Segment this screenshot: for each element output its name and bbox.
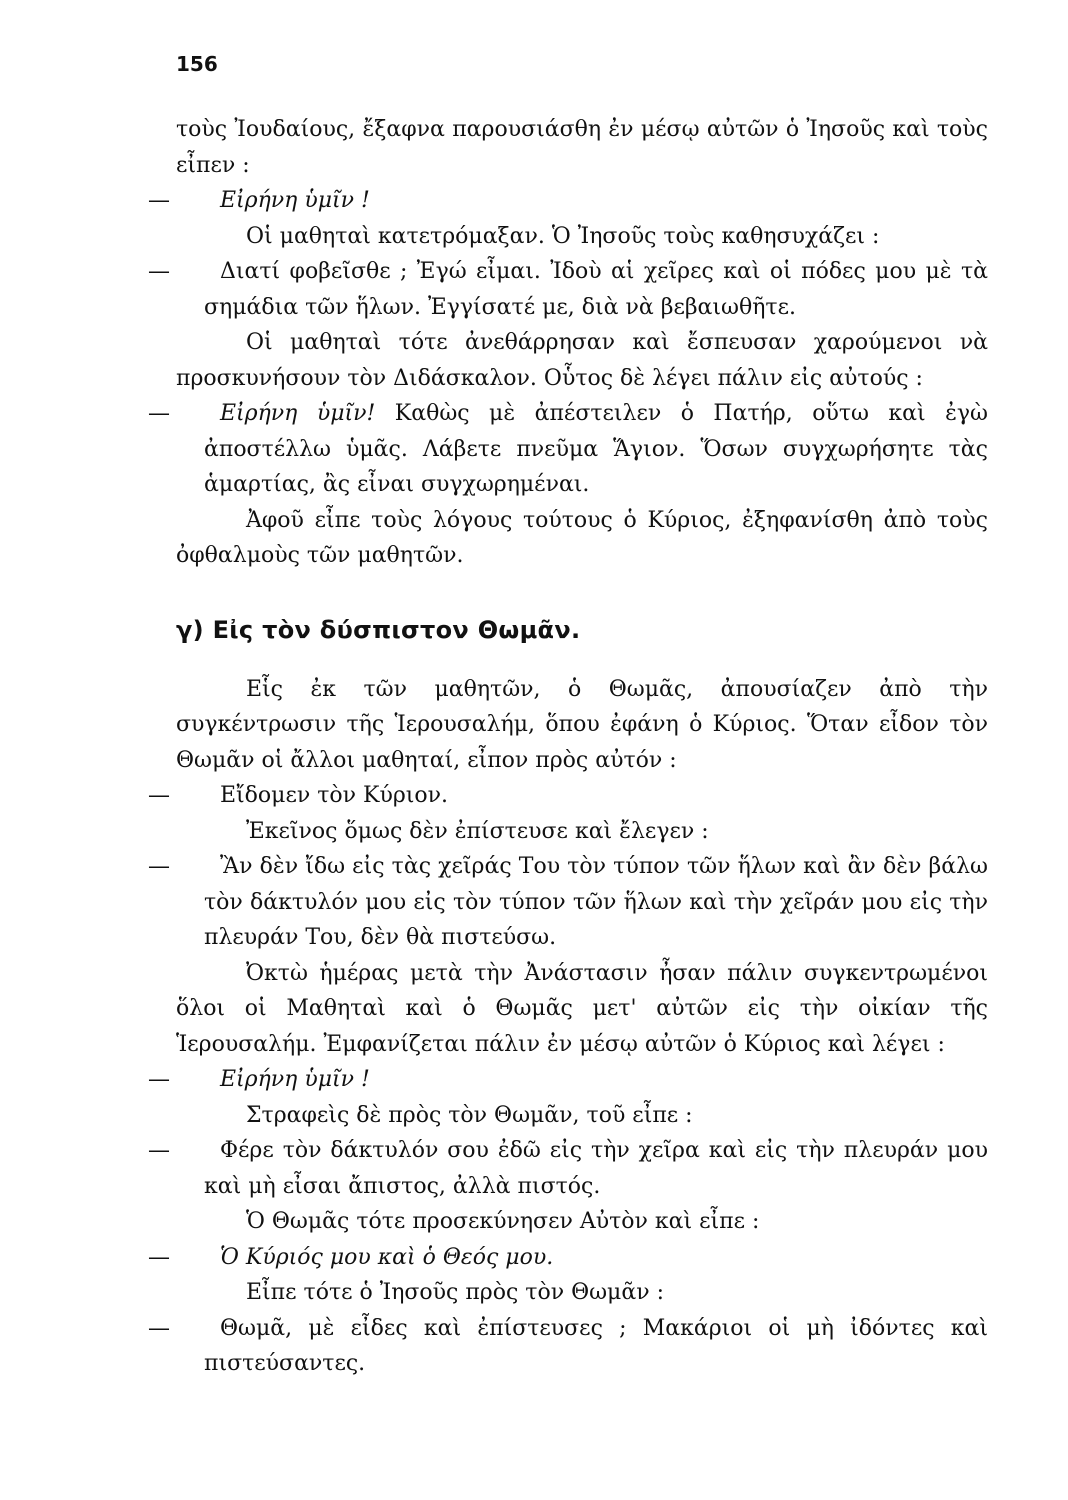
page-number: 156 — [176, 52, 218, 76]
dialogue-dash: — — [148, 188, 170, 213]
dialogue-line — [148, 183, 988, 219]
page-body — [148, 112, 988, 1382]
dialogue-text: Διατί φοβεῖσθε ; Ἐγώ εἶμαι. Ἰδοὺ αἱ χεῖρες καὶ οἱ πόδες μου μὲ τὰ σημάδια τῶν ἥλων. Ἐγγίσατέ με, διὰ νὰ βεβαιωθῆτε. — [204, 259, 988, 320]
dialogue-line — [148, 1240, 988, 1276]
dialogue-dash: — — [148, 1138, 170, 1163]
dialogue-dash: — — [148, 1315, 170, 1341]
dialogue-dash: — — [148, 1244, 170, 1270]
dialogue-quote: Ὁ Κύριός μου καὶ ὁ Θεός μου. — [220, 1244, 554, 1270]
dialogue-line — [148, 1133, 988, 1204]
paragraph: Οἱ μαθηταὶ τότε ἀνεθάρρησαν καὶ ἔσπευσαν χαρούμενοι νὰ προσκυνήσουν τὸν Διδάσκαλον. Οὗτος δὲ λέγει πάλιν εἰς αὐτούς : — [176, 330, 988, 391]
dialogue-quote: Εἰρήνη ὑμῖν ! — [220, 188, 370, 213]
paragraph: Εἶπε τότε ὁ Ἰησοῦς πρὸς τὸν Θωμᾶν : — [246, 1280, 664, 1305]
dialogue-line — [148, 254, 988, 325]
dialogue-text: Θωμᾶ, μὲ εἶδες καὶ ἐπίστευσες ; Μακάριοι οἱ μὴ ἰδόντες καὶ πιστεύσαντες. — [204, 1315, 988, 1376]
dialogue-dash: — — [148, 259, 170, 284]
paragraph: Οἱ μαθηταὶ κατετρόμαξαν. Ὁ Ἰησοῦς τοὺς καθησυχάζει : — [246, 223, 880, 249]
paragraph: Εἷς ἐκ τῶν μαθητῶν, ὁ Θωμᾶς, ἀπουσίαζεν ἀπὸ τὴν συγκέντρωσιν τῆς Ἱερουσαλήμ, ὅπου ἐφάνη ὁ Κύριος. Ὅταν εἶδον τὸν Θωμᾶν οἱ ἄλλοι μαθηταί, εἶπον πρὸς αὐτόν : — [176, 676, 988, 773]
dialogue-dash: — — [148, 854, 170, 879]
paragraph: Στραφεὶς δὲ πρὸς τὸν Θωμᾶν, τοῦ εἶπε : — [246, 1102, 693, 1128]
dialogue-line — [148, 849, 988, 956]
dialogue-quote: Εἰρήνη ὑμῖν! — [220, 401, 376, 426]
dialogue-text: Ἂν δὲν ἴδω εἰς τὰς χεῖράς Του τὸν τύπον τῶν ἥλων καὶ ἂν δὲν βάλω τὸν δάκτυλόν μου εἰς τὸν τύπον τῶν ἥλων καὶ τὴν χεῖράν μου εἰς τὴν πλευράν Του, δὲν θὰ πιστεύσω. — [204, 854, 988, 950]
dialogue-dash: — — [148, 783, 170, 808]
dialogue-line — [148, 778, 988, 814]
dialogue-text: Εἴδομεν τὸν Κύριον. — [220, 783, 449, 808]
paragraph: τοὺς Ἰουδαίους, ἔξαφνα παρουσιάσθη ἐν μέσῳ αὐτῶν ὁ Ἰησοῦς καὶ τοὺς εἶπεν : — [176, 117, 988, 178]
dialogue-line — [148, 1062, 988, 1098]
paragraph: Ἀφοῦ εἶπε τοὺς λόγους τούτους ὁ Κύριος, ἐξηφανίσθη ἀπὸ τοὺς ὀφθαλμοὺς τῶν μαθητῶν. — [176, 507, 988, 568]
dialogue-line — [148, 1311, 988, 1382]
dialogue-text: Φέρε τὸν δάκτυλόν σου ἐδῶ εἰς τὴν χεῖρα καὶ εἰς τὴν πλευράν μου καὶ μὴ εἶσαι ἄπιστος, ἀλλὰ πιστός. — [204, 1138, 988, 1199]
paragraph: Ἐκεῖνος ὅμως δὲν ἐπίστευσε καὶ ἔλεγεν : — [246, 818, 709, 844]
dialogue-text: Καθὼς μὲ ἀπέστειλεν ὁ Πατήρ, οὕτω καὶ ἐγὼ ἀποστέλλω ὑμᾶς. Λάβετε πνεῦμα Ἅγιον. Ὅσων συγχωρήσητε τὰς ἁμαρτίας, ἂς εἶναι συγχωρημέναι. — [204, 401, 988, 497]
paragraph: Ὁ Θωμᾶς τότε προσεκύνησεν Αὐτὸν καὶ εἶπε : — [246, 1209, 760, 1234]
dialogue-line — [148, 396, 988, 503]
paragraph: Ὀκτὼ ἡμέρας μετὰ τὴν Ἀνάστασιν ἦσαν πάλιν συγκεντρωμένοι ὅλοι οἱ Μαθηταὶ καὶ ὁ Θωμᾶς μετ' αὐτῶν εἰς τὴν οἰκίαν τῆς Ἱερουσαλήμ. Ἐμφανίζεται πάλιν ἐν μέσῳ αὐτῶν ὁ Κύριος καὶ λέγει : — [176, 960, 988, 1057]
dialogue-dash: — — [148, 1067, 170, 1092]
dialogue-quote: Εἰρήνη ὑμῖν ! — [220, 1067, 370, 1092]
dialogue-dash: — — [148, 401, 170, 426]
section-title: γ) Εἰς τὸν δύσπιστον Θωμᾶν. — [176, 615, 581, 644]
